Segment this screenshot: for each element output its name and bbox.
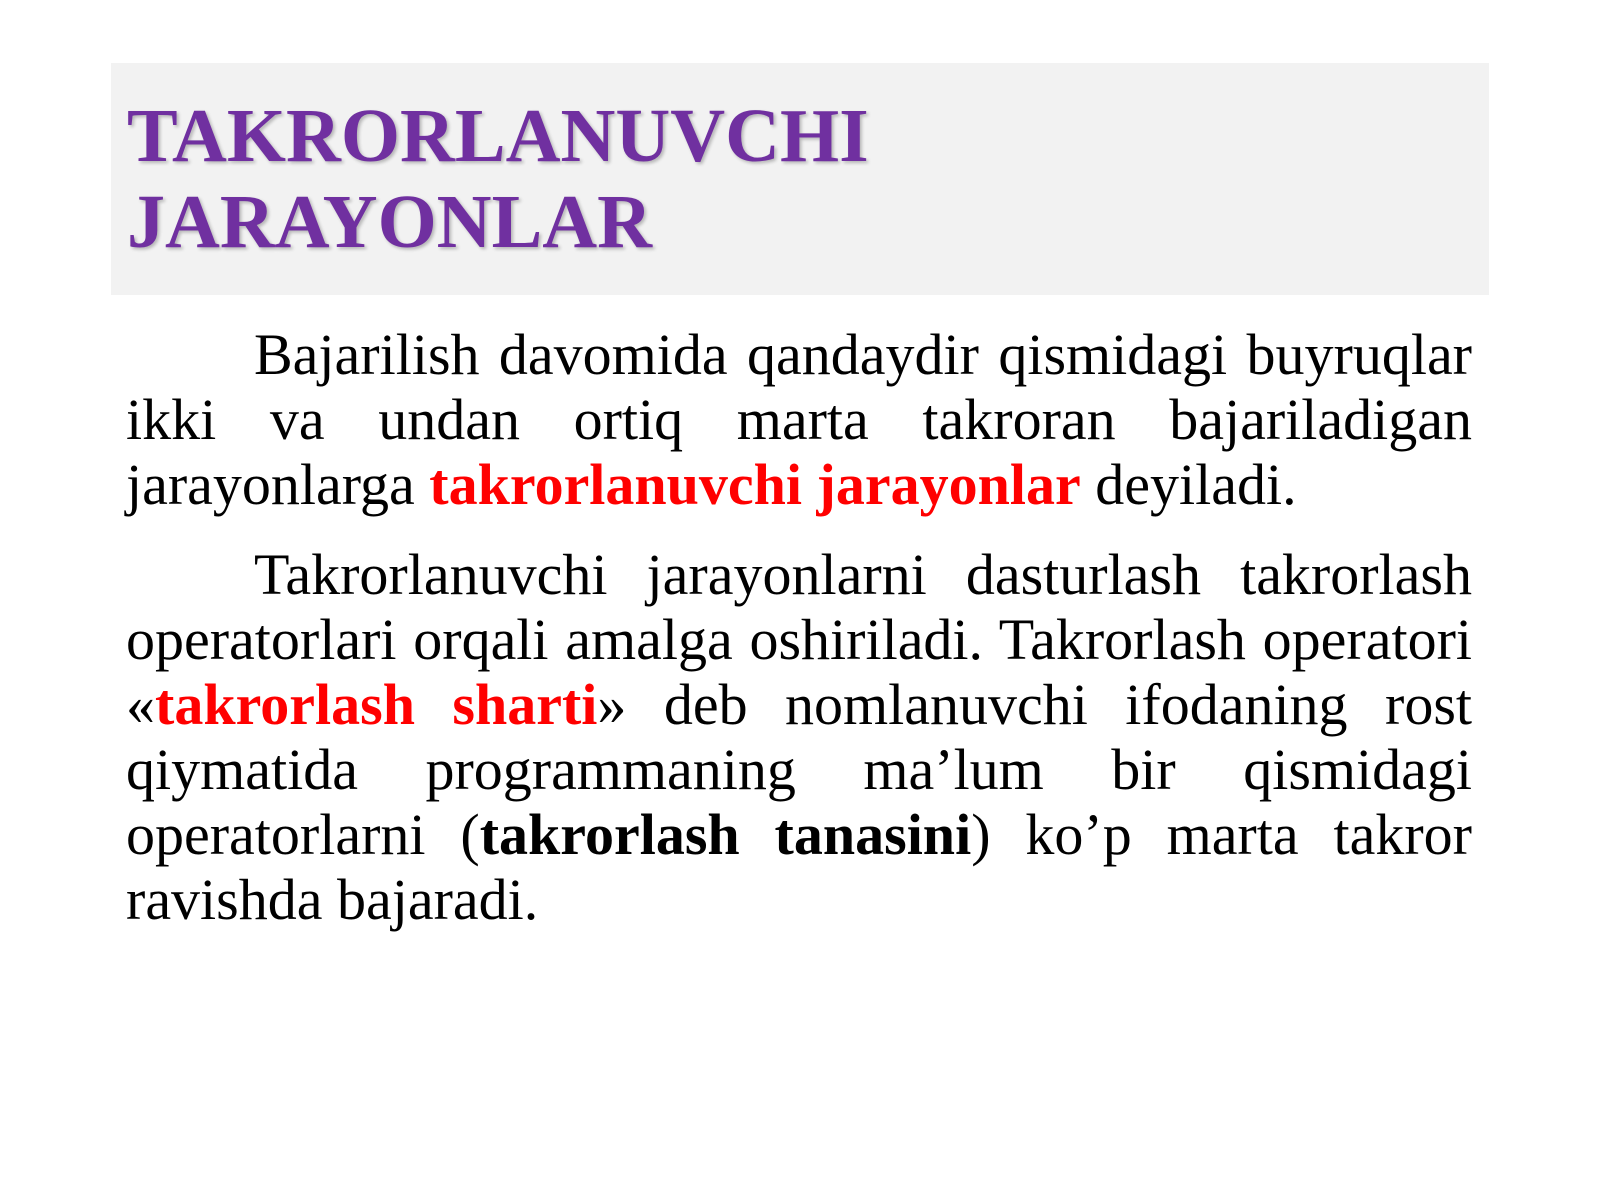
term-takrorlanuvchi-jarayonlar: takrorlanuvchi jarayonlar <box>429 452 1081 517</box>
title-box <box>111 63 1489 295</box>
paragraph-2-text-1: Takrorlanuvchi jarayonlarni dasturlash takrorlash operatorlari orqali amalga oshiriladi. Takrorlash operatori « <box>126 542 1472 737</box>
paragraph-1-text-1: Bajarilish davomida qandaydir qismidagi buyruqlar ikki va undan ortiq marta takroran bajariladigan jarayonlarga <box>126 322 1472 517</box>
slide-title-line-1: TAKRORLANUVCHI <box>127 94 869 178</box>
term-takrorlash-tanasini: takrorlash tanasini <box>479 802 972 867</box>
paragraph-2-text-2: » deb nomlanuvchi ifodaning rost qiymatida programmaning ma’lum bir qismidagi operatorlarni ( <box>126 672 1472 867</box>
slide-title-line-2: JARAYONLAR <box>127 180 653 264</box>
paragraph-operators <box>126 542 1472 932</box>
paragraph-definition <box>126 322 1472 517</box>
slide-body <box>126 322 1472 957</box>
paragraph-2-text-3: ) ko’p marta takror ravishda bajaradi. <box>126 802 1472 932</box>
term-takrorlash-sharti: takrorlash sharti <box>155 672 598 737</box>
slide-title <box>127 93 869 265</box>
paragraph-1-text-2: deyiladi. <box>1080 452 1297 517</box>
